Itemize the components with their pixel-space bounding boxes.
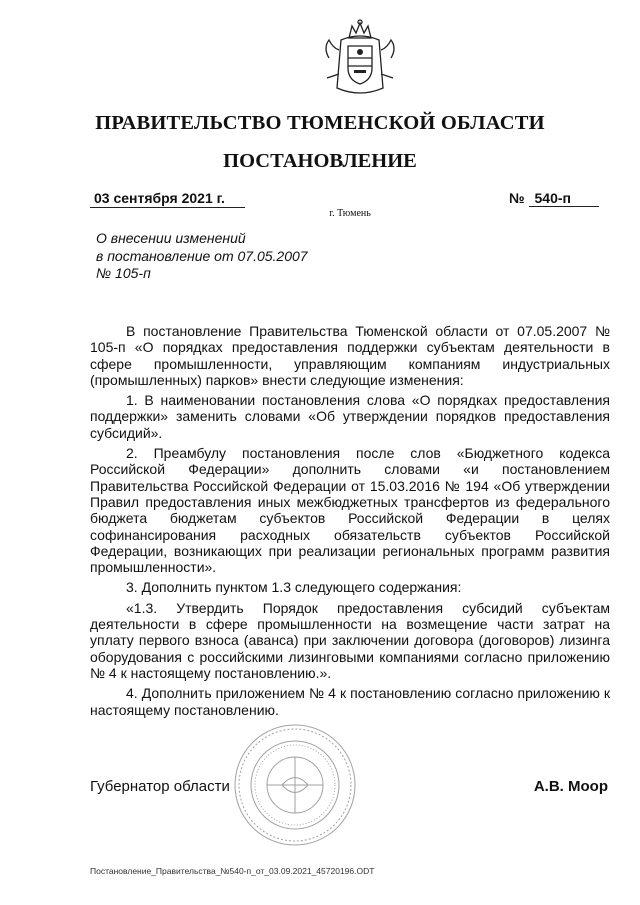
subject-line: в постановление от 07.05.2007 — [96, 247, 308, 264]
document-number-field — [509, 190, 605, 207]
number-prefix: № — [509, 190, 525, 206]
body-paragraph: В постановление Правительства Тюменской области от 07.05.2007 № 105-п «О порядках предоставления поддержки субъектам деятельности в сфере промышленности, управляющим компаниям индустриальных (промышленных) парков» внести следующие изменения: — [90, 323, 610, 388]
subject-line: № 105-п — [96, 265, 151, 281]
seal-stamp-icon — [232, 722, 358, 848]
document-type-title: ПОСТАНОВЛЕНИЕ — [223, 150, 417, 172]
signer-role: Губернатор области — [90, 778, 230, 795]
body-paragraph: 4. Дополнить приложением № 4 к постановлению согласно приложению к настоящему постановлению. — [90, 685, 610, 718]
body-paragraph: «1.3. Утвердить Порядок предоставления субсидий субъектам деятельности в сфере промышленности на возмещение части затрат на уплату первого взноса (аванса) при заключении договора (договоров) лизинга оборудования с российскими лизинговыми компаниями согласно приложению № 4 к настоящему постановлению.». — [90, 599, 610, 681]
subject-line: О внесении изменений — [96, 230, 246, 246]
document-subject — [96, 230, 396, 283]
body-paragraph: 3. Дополнить пунктом 1.3 следующего содержания: — [126, 579, 462, 596]
body-paragraph: 2. Преамбулу постановления после слов «Бюджетного кодекса Российской Федерации» дополнить словами «и постановлением Правительства Российской Федерации от 15.03.2016 № 194 «Об утверждении Правил предоставления иных межбюджетных трансфертов из федерального бюджета бюджетам субъектов Российской Федерации в целях софинансирования расходных обязательств субъектов Российской Федерации, возникающих при реализации региональных программ развития промышленности». — [90, 445, 610, 576]
document-number: 540-п — [529, 190, 599, 207]
document-body — [90, 323, 610, 722]
coat-of-arms-icon — [319, 18, 401, 102]
body-paragraph: 1. В наименовании постановления слова «О порядках предоставления поддержки» заменить словами «Об утверждении порядков предоставления субсидий». — [90, 392, 610, 441]
document-date: 03 сентября 2021 г. — [90, 190, 245, 208]
signer-name: А.В. Моор — [533, 778, 608, 795]
city-label: г. Тюмень — [329, 208, 371, 219]
footer-filename: Постановление_Правительства_№540-п_от_03.09.2021_45720196.ODT — [90, 866, 375, 876]
organization-title: ПРАВИТЕЛЬСТВО ТЮМЕНСКОЙ ОБЛАСТИ — [95, 112, 545, 134]
